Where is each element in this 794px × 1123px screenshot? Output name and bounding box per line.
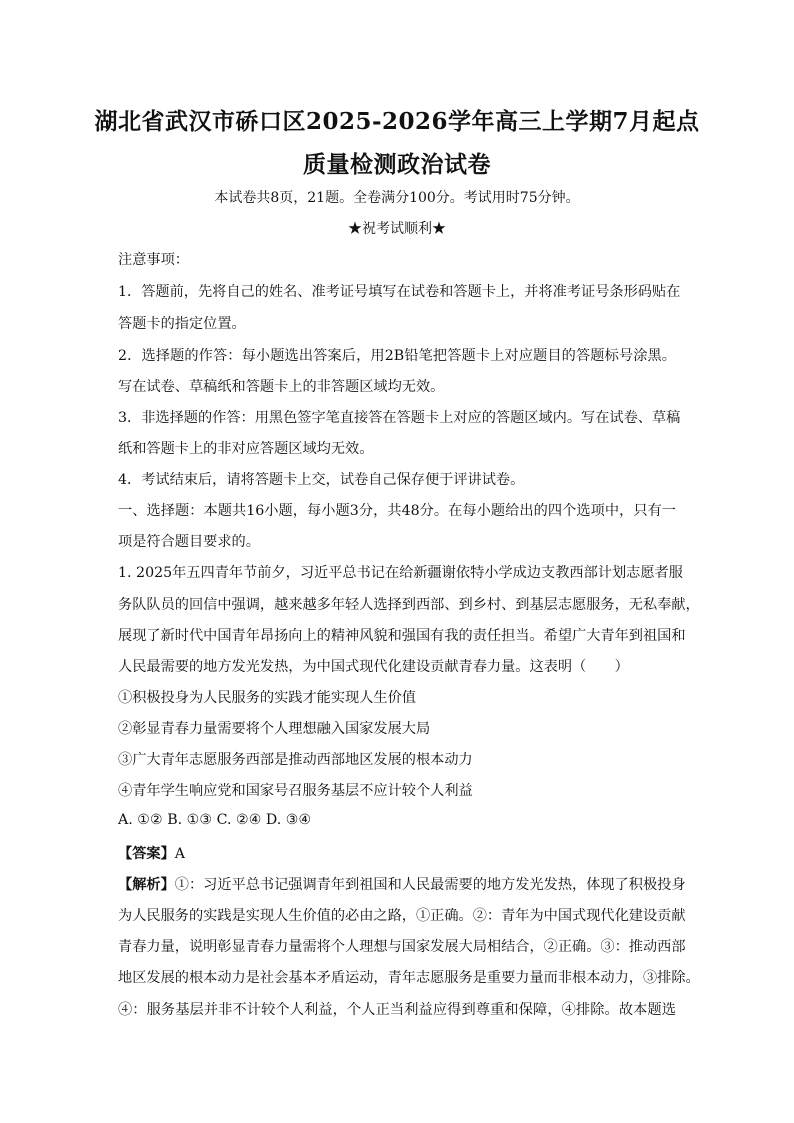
question-stem: 人民最需要的地方发光发热，为中国式现代化建设贡献青春力量。这表明（ ） <box>118 659 629 675</box>
question-option: ③广大青年志愿服务西部是推动西部地区发展的根本动力 <box>118 752 473 768</box>
analysis-line: 为人民服务的实践是实现人生价值的必由之路，①正确。②：青年为中国式现代化建设贡献 <box>118 908 686 924</box>
section-heading: 项是符合题目要求的。 <box>118 534 260 550</box>
question-option: ①积极投身为人民服务的实践才能实现人生价值 <box>118 690 416 706</box>
page-subtitle: 质量检测政治试卷 <box>303 151 491 178</box>
exam-wish: ★祝考试顺利★ <box>348 221 446 237</box>
analysis-line: ④：服务基层并非不计较个人利益，个人正当利益应得到尊重和保障，④排除。故本题选 <box>118 1002 676 1018</box>
notice-line: 2．选择题的作答：每小题选出答案后，用2B铅笔把答题卡上对应题目的答题标号涂黑。 <box>118 348 676 364</box>
answer-line <box>118 843 185 863</box>
notice-line: 4．考试结束后，请将答题卡上交，试卷自己保存便于评讲试卷。 <box>118 472 525 488</box>
notice-heading: 注意事项： <box>118 252 189 268</box>
section-heading: 一、选择题：本题共16小题，每小题3分，共48分。在每小题给出的四个选项中，只有一 <box>118 503 676 519</box>
analysis-text: ①：习近平总书记强调青年到祖国和人民最需要的地方发光发热，体现了积极投身 <box>174 877 686 893</box>
page-title: 湖北省武汉市硚口区2025-2026学年高三上学期7月起点 <box>94 108 700 135</box>
analysis-line <box>118 874 686 894</box>
exam-meta: 本试卷共8页，21题。全卷满分100分。考试用时75分钟。 <box>214 190 580 206</box>
notice-line: 写在试卷、草稿纸和答题卡上的非答题区域均无效。 <box>118 379 445 395</box>
notice-line: 3．非选择题的作答：用黑色签字笔直接答在答题卡上对应的答题区域内。写在试卷、草稿 <box>118 410 681 426</box>
analysis-label: 【解析】 <box>118 877 175 893</box>
answer-choices: A. ①② B. ①③ C. ②④ D. ③④ <box>118 812 312 828</box>
question-stem: 务队队员的回信中强调，越来越多年轻人选择到西部、到乡村、到基层志愿服务，无私奉献， <box>118 597 700 613</box>
analysis-line: 青春力量，说明彰显青春力量需将个人理想与国家发展大局相结合，②正确。③：推动西部 <box>118 939 686 955</box>
analysis-line: 地区发展的根本动力是社会基本矛盾运动，青年志愿服务是重要力量而非根本动力，③排除。 <box>118 970 700 986</box>
question-stem: 1. 2025年五四青年节前夕，习近平总书记在给新疆谢依特小学成边支教西部计划志愿者服 <box>118 565 683 581</box>
notice-line: 答题卡的指定位置。 <box>118 316 246 332</box>
notice-line: 1．答题前，先将自己的姓名、准考证号填写在试卷和答题卡上，并将准考证号条形码贴在 <box>118 284 681 300</box>
answer-label: 【答案】 <box>118 846 175 862</box>
question-option: ④青年学生响应党和国家号召服务基层不应计较个人利益 <box>118 783 473 799</box>
question-option: ②彰显青春力量需要将个人理想融入国家发展大局 <box>118 721 431 737</box>
answer-value: A <box>174 846 186 862</box>
notice-line: 纸和答题卡上的非对应答题区域均无效。 <box>118 441 374 457</box>
question-stem: 展现了新时代中国青年昂扬向上的精神风貌和强国有我的责任担当。希望广大青年到祖国和 <box>118 628 686 644</box>
